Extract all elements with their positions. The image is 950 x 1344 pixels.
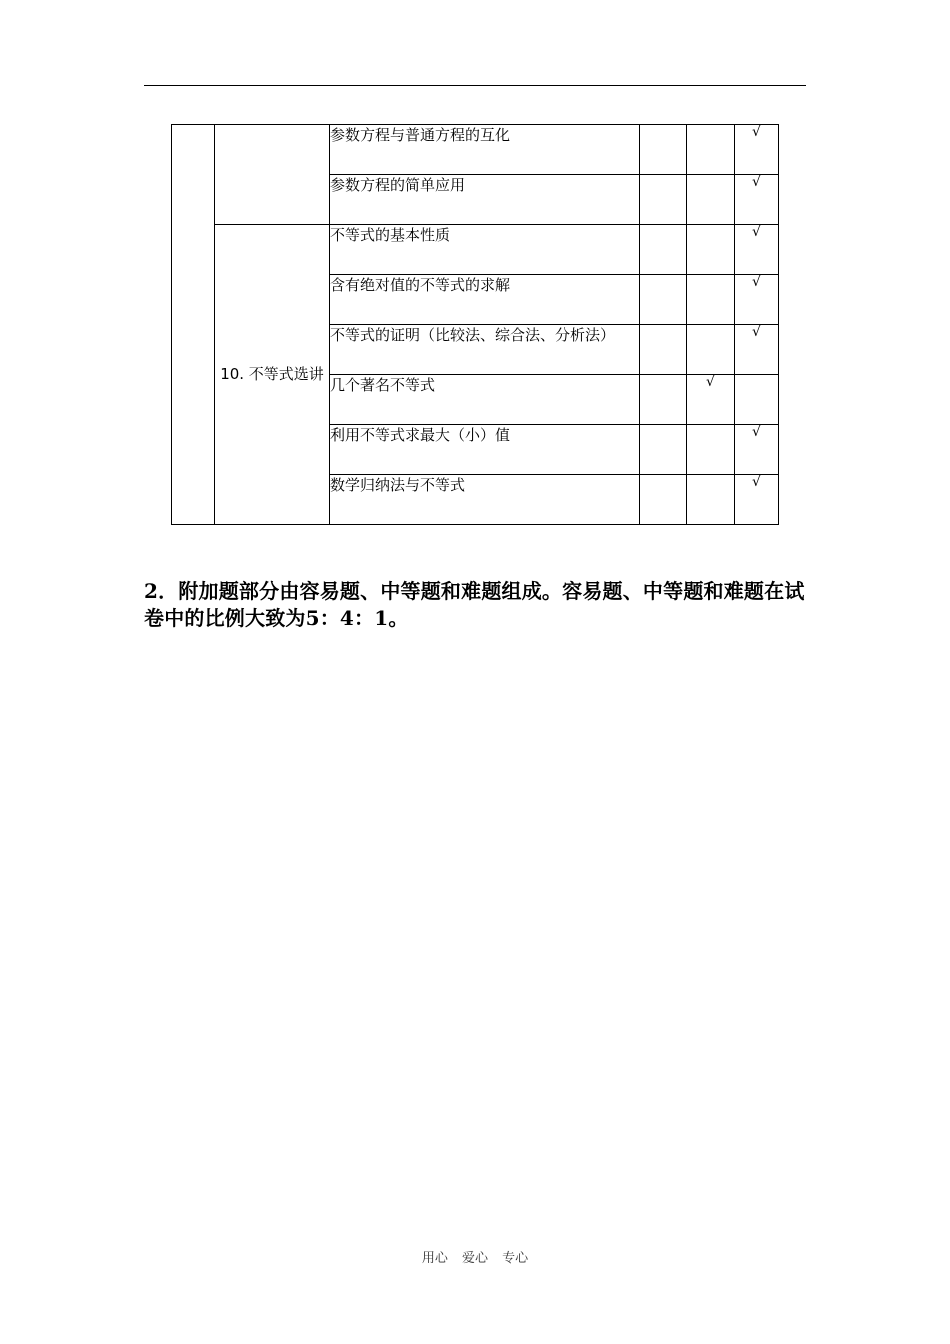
level-c-cell xyxy=(735,375,779,425)
level-b-cell xyxy=(687,275,735,325)
level-a-cell xyxy=(640,275,687,325)
level-c-cell: √ xyxy=(735,125,779,175)
header-rule xyxy=(144,85,806,86)
topic-cell: 10. 不等式选讲 xyxy=(215,225,330,525)
level-c-cell: √ xyxy=(735,225,779,275)
content-cell: 参数方程的简单应用 xyxy=(330,175,640,225)
table-row xyxy=(172,225,779,275)
level-b-cell xyxy=(687,325,735,375)
level-a-cell xyxy=(640,225,687,275)
level-a-cell xyxy=(640,475,687,525)
content-cell: 数学归纳法与不等式 xyxy=(330,475,640,525)
category-cell xyxy=(172,125,215,525)
level-b-cell xyxy=(687,475,735,525)
level-a-cell xyxy=(640,175,687,225)
page-footer: 用心 爱心 专心 xyxy=(421,1251,529,1266)
content-cell: 不等式的证明（比较法、综合法、分析法） xyxy=(330,325,640,375)
syllabus-table xyxy=(171,124,779,525)
level-a-cell xyxy=(640,325,687,375)
level-c-cell: √ xyxy=(735,275,779,325)
level-a-cell xyxy=(640,425,687,475)
content-cell: 含有绝对值的不等式的求解 xyxy=(330,275,640,325)
level-c-cell: √ xyxy=(735,175,779,225)
content-cell: 不等式的基本性质 xyxy=(330,225,640,275)
level-c-cell: √ xyxy=(735,325,779,375)
level-b-cell xyxy=(687,125,735,175)
content-cell: 几个著名不等式 xyxy=(330,375,640,425)
content-cell: 利用不等式求最大（小）值 xyxy=(330,425,640,475)
level-b-cell xyxy=(687,225,735,275)
topic-cell-continued xyxy=(215,125,330,225)
body-paragraph: 2．附加题部分由容易题、中等题和难题组成。容易题、中等题和难题在试卷中的比例大致为5：4：1。 xyxy=(144,579,805,630)
table-row xyxy=(172,125,779,175)
content-cell: 参数方程与普通方程的互化 xyxy=(330,125,640,175)
level-b-cell xyxy=(687,175,735,225)
level-b-cell xyxy=(687,425,735,475)
level-a-cell xyxy=(640,125,687,175)
level-c-cell: √ xyxy=(735,475,779,525)
level-b-cell: √ xyxy=(687,375,735,425)
level-c-cell: √ xyxy=(735,425,779,475)
level-a-cell xyxy=(640,375,687,425)
